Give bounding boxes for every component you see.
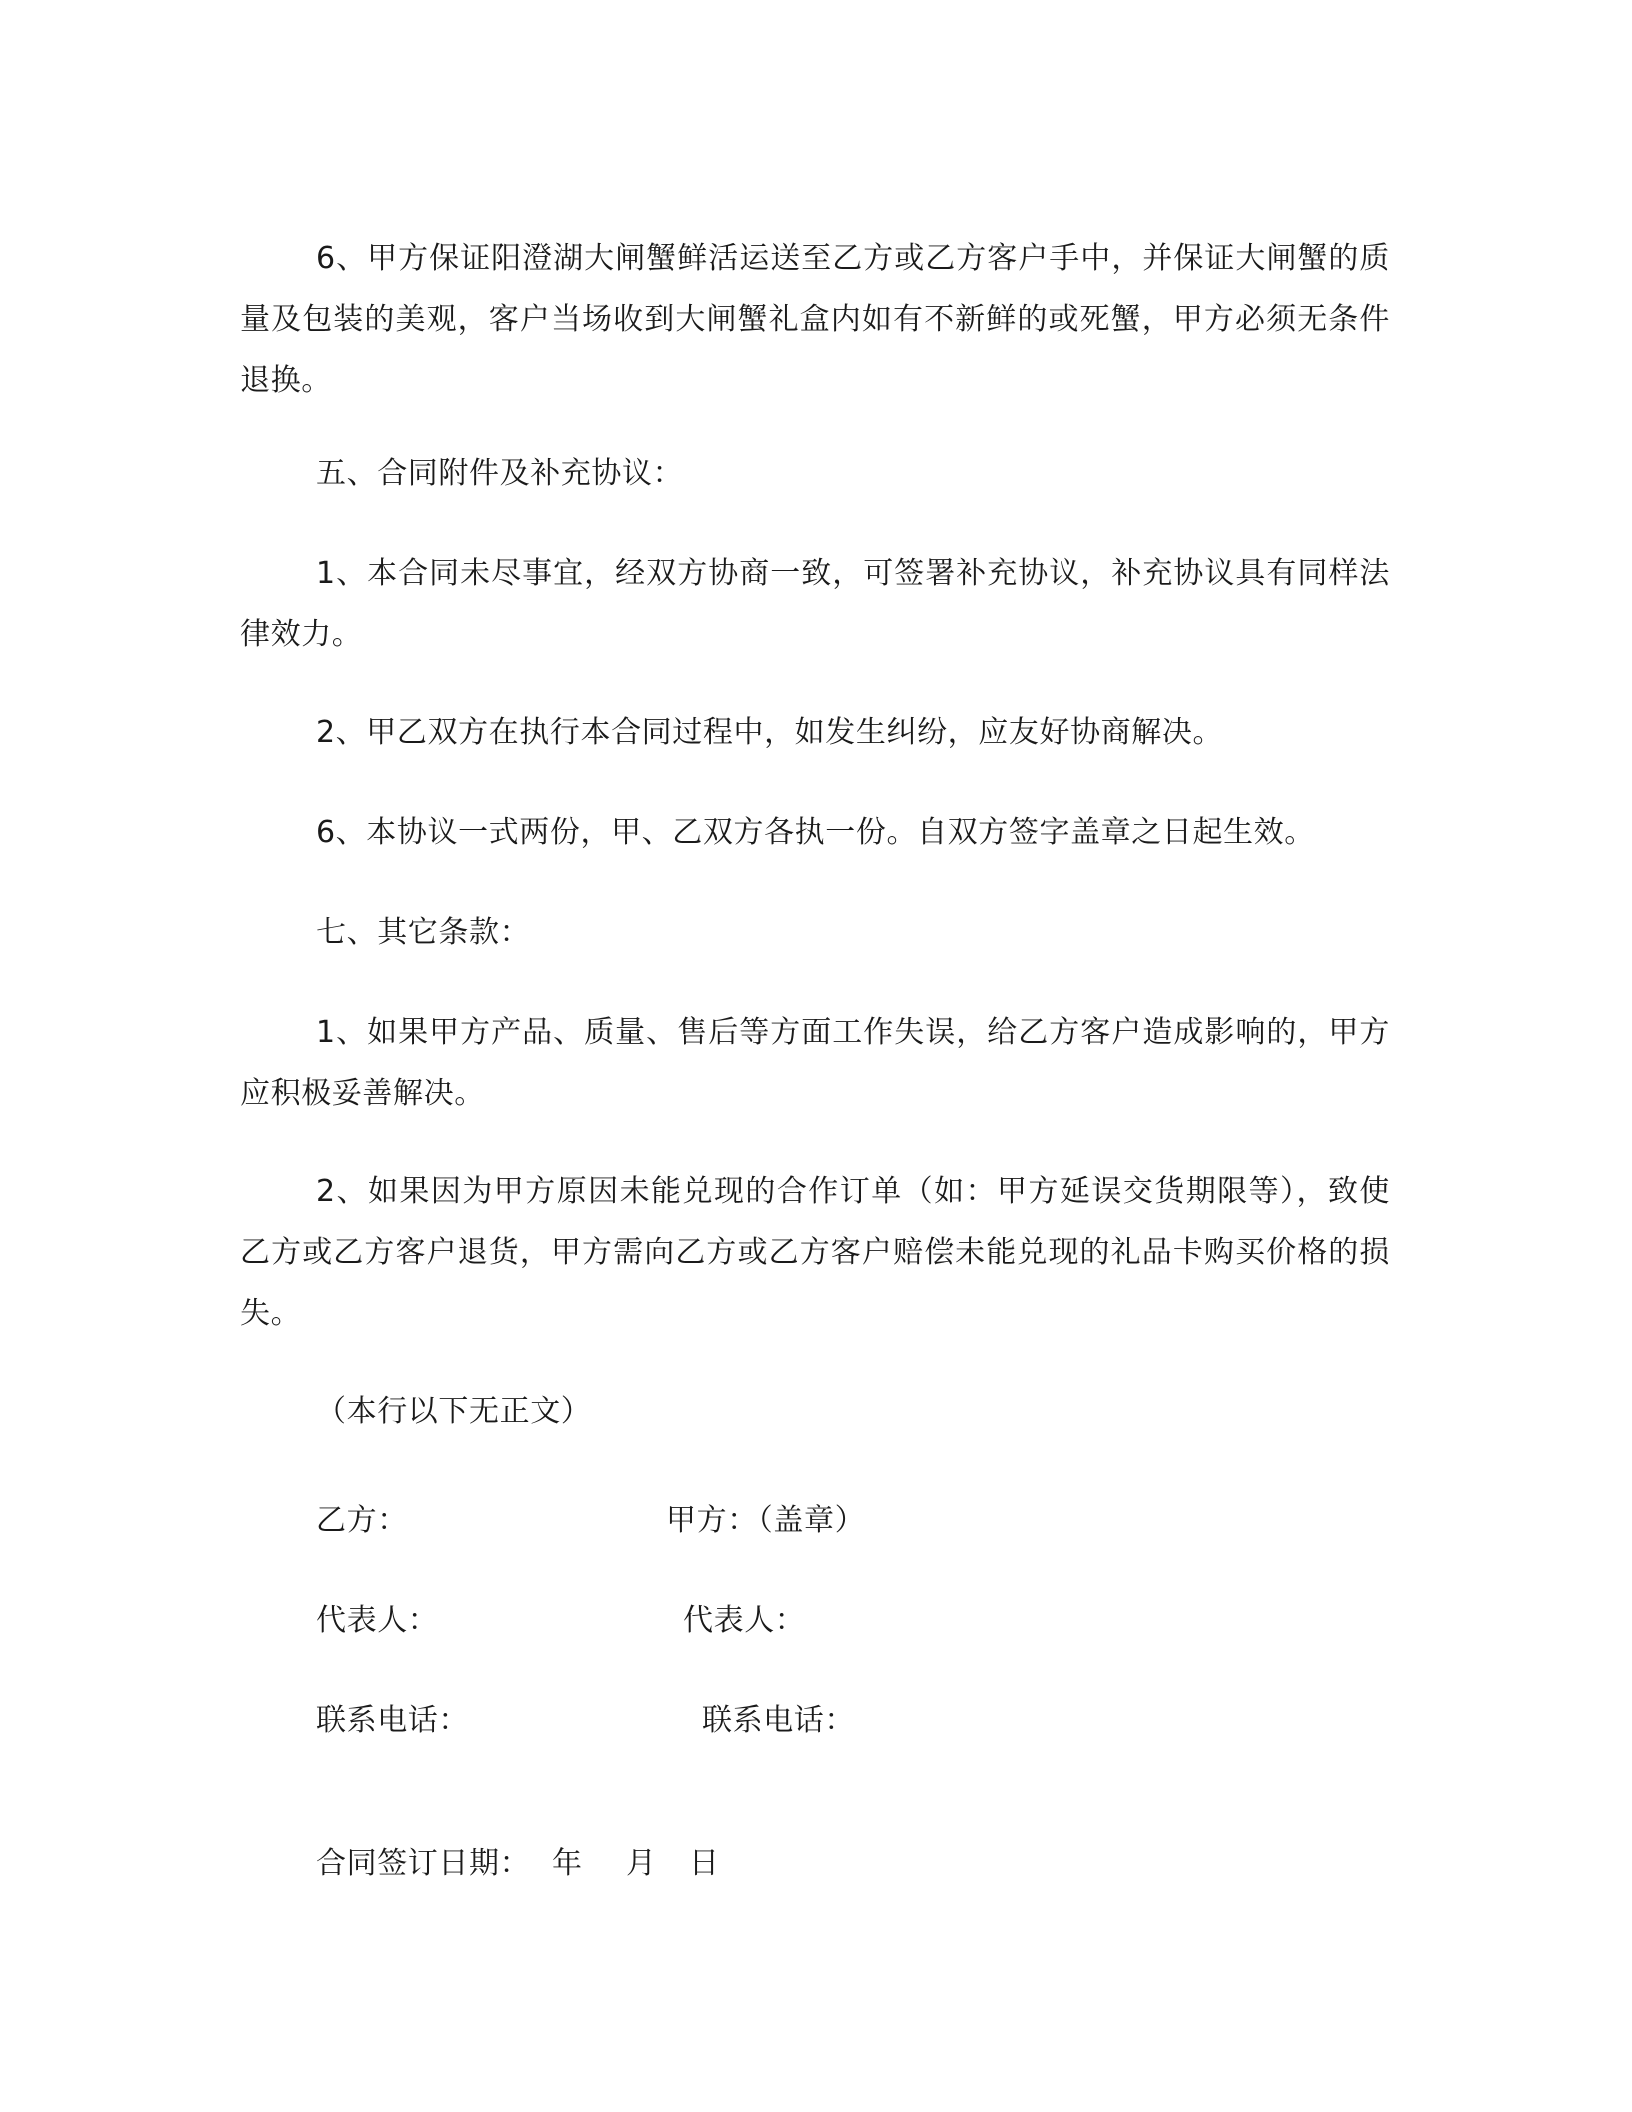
section-5-item-6: 6、本协议一式两份，甲、乙双方各执一份。自双方签字盖章之日起生效。 bbox=[316, 815, 1315, 850]
rep-b-label: 代表人： bbox=[316, 1603, 439, 1638]
section-5-item-2: 2、甲乙双方在执行本合同过程中，如发生纠纷，应友好协商解决。 bbox=[316, 715, 1224, 750]
date-year: 年 bbox=[552, 1846, 583, 1881]
date-label: 合同签订日期： bbox=[316, 1846, 531, 1881]
rep-a-label: 代表人： bbox=[683, 1603, 806, 1638]
phone-b-label: 联系电话： bbox=[316, 1703, 469, 1738]
date-month: 月 bbox=[626, 1846, 657, 1881]
section-5-item-1: 1、本合同未尽事宜，经双方协商一致，可签署补充协议，补充协议具有同样法律效力。 bbox=[240, 556, 1390, 652]
section-7-title: 七、其它条款： bbox=[316, 915, 531, 950]
section-7-item-2: 2、如果因为甲方原因未能兑现的合作订单（如：甲方延误交货期限等），致使乙方或乙方客户退货，甲方需向乙方或乙方客户赔偿未能兑现的礼品卡购买价格的损失。 bbox=[240, 1174, 1390, 1331]
clause-6-quality: 6、甲方保证阳澄湖大闸蟹鲜活运送至乙方或乙方客户手中，并保证大闸蟹的质量及包装的美观，客户当场收到大闸蟹礼盒内如有不新鲜的或死蟹，甲方必须无条件退换。 bbox=[240, 241, 1390, 398]
section-7-item-1: 1、如果甲方产品、质量、售后等方面工作失误，给乙方客户造成影响的，甲方应积极妥善解决。 bbox=[240, 1015, 1390, 1111]
party-b-label: 乙方： bbox=[316, 1503, 408, 1538]
phone-a-label: 联系电话： bbox=[702, 1703, 855, 1738]
end-note: （本行以下无正文） bbox=[316, 1394, 592, 1429]
party-a-label: 甲方：（盖章） bbox=[666, 1503, 866, 1538]
date-day: 日 bbox=[689, 1846, 720, 1881]
section-5-title: 五、合同附件及补充协议： bbox=[316, 456, 684, 491]
